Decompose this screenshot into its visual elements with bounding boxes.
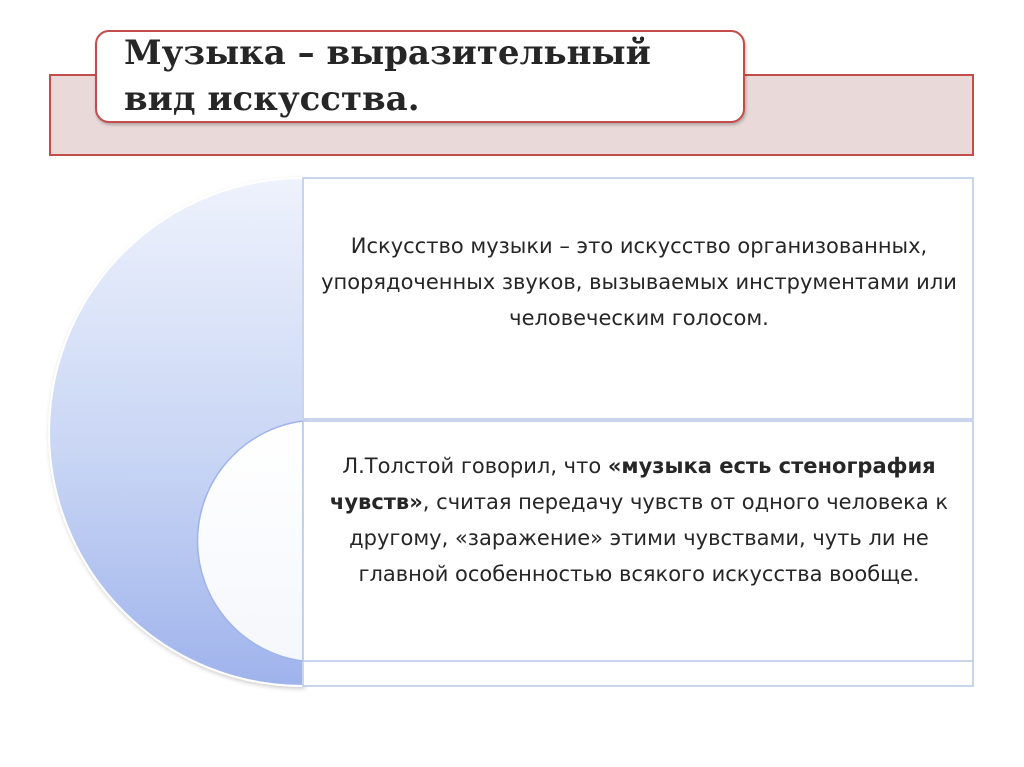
quote-bold: «музыка есть стенография чувств»	[329, 454, 936, 514]
definition-text: Искусство музыки – это искусство организованных, упорядоченных звуков, вызываемых инструментами или человеческим голосом.	[321, 234, 957, 330]
tolstoy-quote-text	[306, 448, 972, 592]
quote-tail: , считая передачу чувств от одного человека к другому, «заражение» этими чувствами, чуть ли не главной особенностью всякого искусства вообще.	[349, 490, 949, 586]
slide-title: Музыка – выразительный вид искусства.	[124, 33, 651, 119]
quote-lead: Л.Толстой говорил, что	[342, 454, 608, 478]
